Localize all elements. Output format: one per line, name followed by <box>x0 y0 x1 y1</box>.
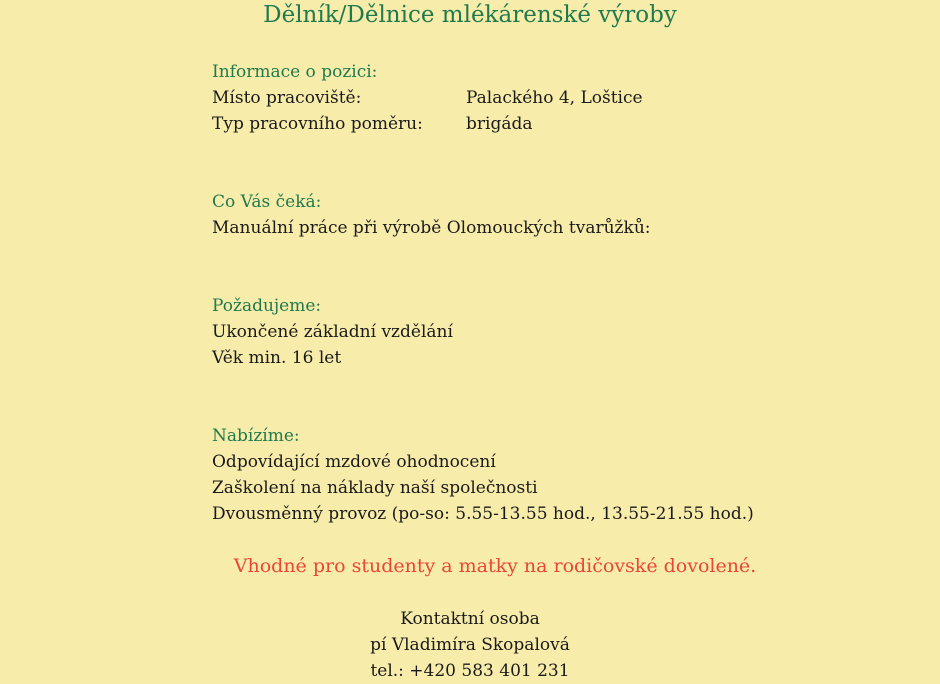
contact-phone: tel.: +420 583 401 231 <box>370 661 570 681</box>
offer-line: Odpovídající mzdové ohodnocení <box>212 452 496 472</box>
contract-type-value: brigáda <box>466 114 533 134</box>
highlight-note: Vhodné pro studenty a matky na rodičovské dovolené. <box>233 555 757 577</box>
offer-line: Dvousměnný provoz (po-so: 5.55-13.55 hod., 13.55-21.55 hod.) <box>212 504 754 524</box>
expect-line: Manuální práce při výrobě Olomouckých tvarůžků: <box>212 218 651 238</box>
require-line: Ukončené základní vzdělání <box>212 322 453 342</box>
contact-label: Kontaktní osoba <box>400 609 540 629</box>
workplace-label: Místo pracoviště: <box>212 88 362 108</box>
info-row-contract-type <box>212 111 643 137</box>
contact-block <box>0 606 940 684</box>
contract-type-label: Typ pracovního poměru: <box>212 114 423 134</box>
section-offer <box>212 423 754 527</box>
contact-name: pí Vladimíra Skopalová <box>370 635 570 655</box>
require-line: Věk min. 16 let <box>212 348 342 368</box>
section-requirements <box>212 293 453 371</box>
section-heading-info: Informace o pozici: <box>212 62 378 82</box>
section-heading-expect: Co Vás čeká: <box>212 192 322 212</box>
job-title: Dělník/Dělnice mlékárenské výroby <box>263 2 677 28</box>
workplace-value: Palackého 4, Loštice <box>466 88 643 108</box>
info-row-workplace <box>212 85 643 111</box>
section-what-awaits <box>212 189 651 241</box>
section-heading-require: Požadujeme: <box>212 296 322 316</box>
section-heading-offer: Nabízíme: <box>212 426 300 446</box>
offer-line: Zaškolení na náklady naší společnosti <box>212 478 538 498</box>
section-position-info <box>212 59 643 137</box>
